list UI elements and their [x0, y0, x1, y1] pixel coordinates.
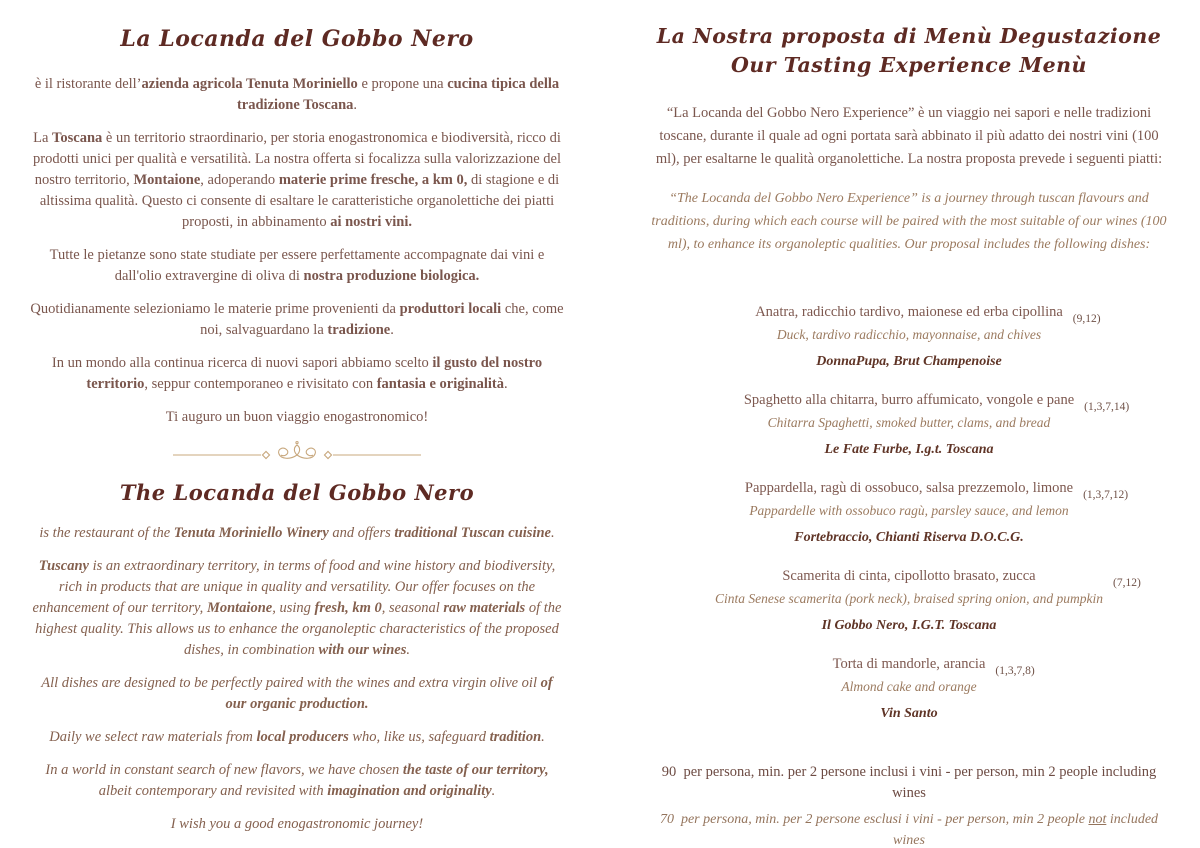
about-paragraph-english: is the restaurant of the Tenuta Moriniello Winery and offers traditional Tuscan cuisine.	[39, 525, 555, 541]
dish-name-italian: Torta di mandorle, arancia	[832, 656, 986, 672]
about-section-english	[30, 523, 564, 835]
about-paragraph-english: All dishes are designed to be perfectly paired with the wines and extra virgin olive oil of our organic production.	[41, 675, 553, 712]
dish-entry	[648, 302, 1170, 372]
dish-name-english: Almond cake and orange	[841, 679, 977, 694]
about-paragraph-italian: Ti auguro un buon viaggio enogastronomico!	[165, 409, 429, 425]
dish-entry	[648, 654, 1170, 724]
about-paragraph-italian: è il ristorante dell’azienda agricola Tenuta Moriniello e propone una cucina tipica della tradizione Toscana.	[34, 76, 560, 113]
dish-name-english: Pappardelle with ossobuco ragù, parsley sauce, and lemon	[749, 503, 1069, 518]
tasting-menu-title	[648, 22, 1170, 80]
tasting-intro-english: “The Locanda del Gobbo Nero Experience” is a journey through tuscan flavours and traditions, during which each course will be paired with the most suitable of our wines (100 ml), to enhance its organoleptic qualities. Our proposal includes the following dishes:	[651, 191, 1167, 252]
about-paragraph-english: I wish you a good enogastronomic journey!	[170, 816, 424, 832]
price-without-wines: 70 per persona, min. per 2 persone esclusi i vini - per person, min 2 people not included wines	[659, 812, 1159, 848]
about-paragraph-english: In a world in constant search of new flavors, we have chosen the taste of our territory, albeit contemporary and revisited with imagination and originality.	[45, 762, 549, 799]
about-paragraph-italian: La Toscana è un territorio straordinario, per storia enogastronomica e biodiversità, ricco di prodotti unici per qualità e versatilità. La nostra offerta si focalizza sulla valorizzazione del nostro territorio, Montaione, adoperando materie prime fresche, a km 0, di stagione e di altissima qualità. Questo ci consente di esaltare le caratteristiche organolettiche dei piatti proposti, in abbinamento ai nostri vini.	[33, 130, 561, 230]
about-paragraph-english: Tuscany is an extraordinary territory, in terms of food and wine history and biodiversity, rich in products that are unique in quality and versatility. Our offer focuses on the enhancement of our territory, Montaione, using fresh, km 0, seasonal raw materials of the highest quality. This allows us to enhance the organoleptic characteristics of the proposed dishes, in combination with our wines.	[32, 558, 562, 658]
dish-text-block	[743, 390, 1130, 460]
about-paragraph-english: Daily we select raw materials from local producers who, like us, safeguard tradition.	[49, 729, 545, 745]
flourish-ornament-icon	[171, 440, 423, 466]
about-paragraph-italian: Tutte le pietanze sono state studiate per essere perfettamente accompagnate dai vini e dall'olio extravergine di oliva di nostra produzione biologica.	[49, 247, 545, 284]
dish-name-italian: Scamerita di cinta, cipollotto brasato, zucca	[782, 568, 1036, 584]
dish-text-block	[714, 566, 1141, 636]
tasting-menu-title-italian: La Nostra proposta di Menù Degustazione	[656, 24, 1162, 48]
dish-list	[648, 302, 1170, 724]
restaurant-title-italian: La Locanda del Gobbo Nero	[120, 26, 474, 52]
allergen-codes: (9,12)	[1072, 313, 1101, 325]
dish-name-italian: Anatra, radicchio tardivo, maionese ed erba cipollina	[755, 304, 1063, 320]
dish-name-english: Chitarra Spaghetti, smoked butter, clams, and bread	[767, 415, 1051, 430]
dish-wine-pairing: Fortebraccio, Chianti Riserva D.O.C.G.	[794, 530, 1024, 545]
dish-wine-pairing: DonnaPupa, Brut Champenoise	[816, 354, 1002, 369]
dish-name-italian: Pappardella, ragù di ossobuco, salsa prezzemolo, limone	[744, 480, 1074, 496]
dish-entry	[648, 566, 1170, 636]
tasting-intro-italian: “La Locanda del Gobbo Nero Experience” è un viaggio nei sapori e nelle tradizioni toscane, durante il quale ad ogni portata sarà abbinato il più adatto dei nostri vini (100 ml), per esaltarne le qualità organolettiche. La nostra proposta prevede i seguenti piatti:	[655, 105, 1163, 167]
allergen-codes: (1,3,7,14)	[1084, 401, 1130, 413]
allergen-codes: (7,12)	[1113, 577, 1141, 589]
dish-wine-pairing: Il Gobbo Nero, I.G.T. Toscana	[821, 618, 997, 633]
tasting-menu-title-english: Our Tasting Experience Menù	[731, 53, 1087, 77]
right-page	[600, 0, 1200, 848]
about-section-italian	[30, 74, 564, 428]
dish-name-english: Cinta Senese scamerita (pork neck), braised spring onion, and pumpkin	[714, 591, 1104, 606]
about-paragraph-italian: Quotidianamente selezioniamo le materie prime provenienti da produttori locali che, come noi, salvaguardano la tradizione.	[30, 301, 564, 338]
restaurant-title-english: The Locanda del Gobbo Nero	[119, 480, 475, 505]
dish-wine-pairing: Vin Santo	[880, 706, 938, 721]
dish-name-italian: Spaghetto alla chitarra, burro affumicato, vongole e pane	[743, 392, 1075, 408]
dish-name-english: Duck, tardivo radicchio, mayonnaise, and chives	[776, 327, 1042, 342]
price-section	[648, 762, 1170, 848]
dish-text-block	[832, 654, 1035, 724]
allergen-codes: (1,3,7,8)	[995, 665, 1035, 677]
allergen-codes: (1,3,7,12)	[1083, 489, 1129, 501]
dish-text-block	[744, 478, 1129, 548]
dish-wine-pairing: Le Fate Furbe, I.g.t. Toscana	[824, 442, 994, 457]
dish-entry	[648, 478, 1170, 548]
about-paragraph-italian: In un mondo alla continua ricerca di nuovi sapori abbiamo scelto il gusto del nostro territorio, seppur contemporaneo e rivisitato con fantasia e originalità.	[51, 355, 543, 392]
dish-entry	[648, 390, 1170, 460]
dish-text-block	[755, 302, 1101, 372]
price-with-wines: 90 per persona, min. per 2 persone inclusi i vini - per person, min 2 people including wines	[661, 764, 1157, 801]
section-divider	[30, 440, 564, 466]
